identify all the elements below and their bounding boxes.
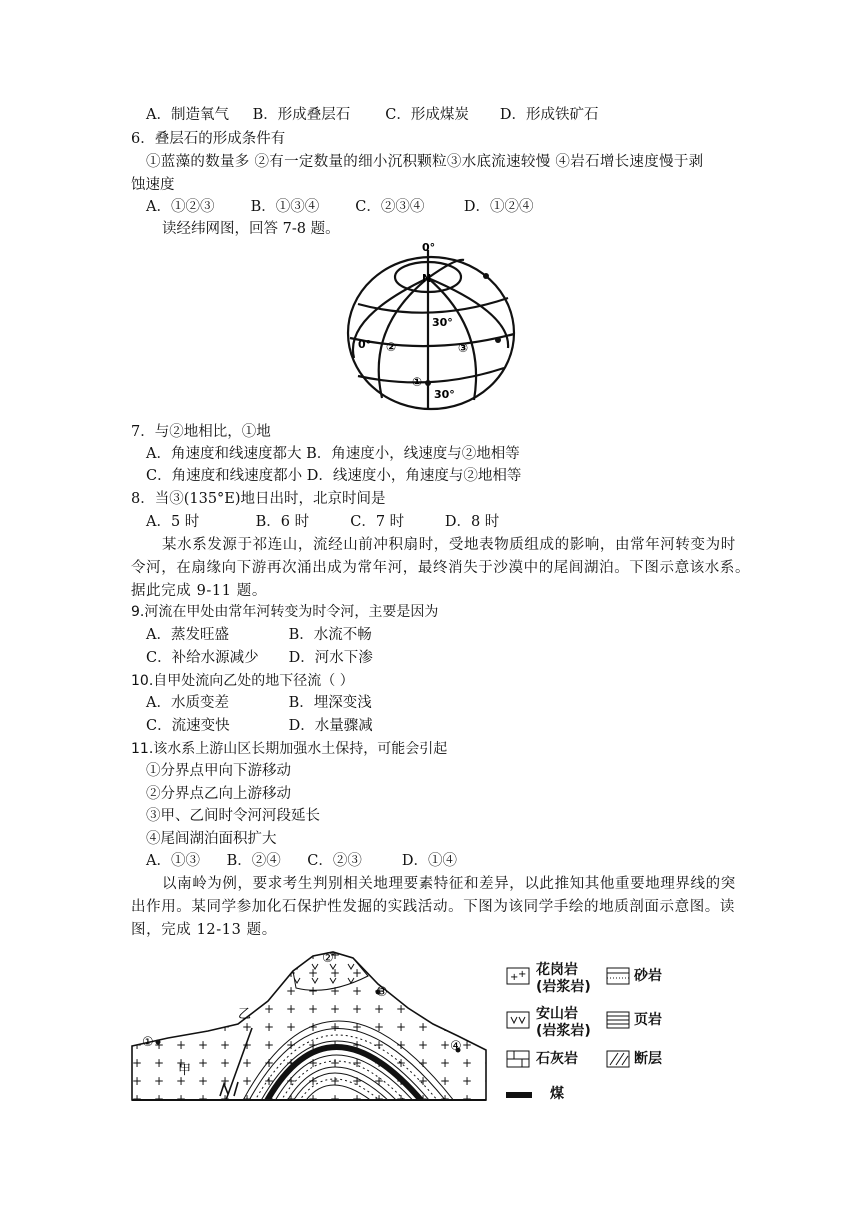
legend-granite-label: 花岗岩 (岩浆岩) — [536, 962, 591, 995]
equator — [350, 334, 514, 346]
lat-30s-label: 30° — [434, 388, 455, 401]
q10-options-row1 — [146, 693, 372, 713]
q10-stem: 10.自甲处流向乙处的地下径流（ ） — [131, 673, 354, 689]
point-3-marker — [495, 337, 501, 343]
intro-12-13-line2: 出作用。某同学参加化石保护性发掘的实践活动。下图为该同学手绘的地质剖面示意图。读 — [131, 899, 735, 915]
intro-9-11-line1: 某水系发源于祁连山，流经山前冲积扇时，受地表物质组成的影响，由常年河转变为时 — [162, 537, 736, 553]
intro-9-11-line3: 据此完成 9-11 题。 — [131, 583, 267, 599]
legend-fault-swatch — [606, 1050, 630, 1068]
q6-option-c: C．②③④ — [355, 199, 425, 215]
legend-shale-swatch — [606, 1011, 630, 1029]
q6-stem: 6．叠层石的形成条件有 — [131, 131, 286, 147]
legend-granite-swatch — [506, 967, 530, 985]
q11-options — [146, 851, 457, 871]
q5-option-b: B．形成叠层石 — [252, 107, 351, 123]
q9-option-b: B．水流不畅 — [288, 627, 372, 643]
left-meridian-label: 0° — [358, 338, 372, 351]
section-point-3: ③ — [376, 985, 388, 1000]
q10-option-c: C．流速变快 — [146, 718, 230, 734]
point-3-label: ③ — [458, 341, 469, 355]
q8-option-d: D．8 时 — [444, 514, 500, 530]
q11-item-1: ①分界点甲向下游移动 — [146, 763, 291, 779]
q11-item-2: ②分界点乙向上游移动 — [146, 786, 291, 802]
intro-12-13-line1: 以南岭为例，要求考生判别相关地理要素特征和差异，以此推知其他重要地理界线的突 — [162, 876, 736, 892]
q6-conditions-line1: ①蓝藻的数量多 ②有一定数量的细小沉积颗粒③水底流速较慢 ④岩石增长速度慢于剥 — [146, 154, 704, 170]
q11-item-4: ④尾闾湖泊面积扩大 — [146, 831, 277, 847]
legend — [506, 962, 686, 1112]
q8-options — [146, 512, 499, 532]
q9-options-row1 — [146, 625, 372, 645]
lat-30n-label: 30° — [432, 316, 453, 329]
q8-option-c: C．7 时 — [350, 514, 405, 530]
legend-andesite-swatch — [506, 1011, 530, 1029]
legend-sandstone-label: 砂岩 — [634, 968, 662, 984]
point-1-marker — [425, 380, 431, 386]
q11-option-c: C．②③ — [307, 853, 362, 869]
q9-option-d: D．河水下渗 — [288, 650, 373, 666]
legend-andesite-label: 安山岩 (岩浆岩) — [536, 1006, 591, 1039]
top-meridian-label: 0° — [422, 241, 436, 254]
meridian-east-marker — [483, 273, 489, 279]
q9-option-a: A．蒸发旺盛 — [146, 627, 229, 643]
q8-option-b: B．6 时 — [255, 514, 310, 530]
svg-text:+: + — [518, 969, 527, 980]
q5-option-d: D．形成铁矿石 — [499, 107, 599, 123]
q6-conditions-line2: 蚀速度 — [131, 177, 175, 193]
q8-stem: 8．当③(135°E)地日出时，北京时间是 — [131, 491, 386, 507]
section-point-1: ① — [142, 1035, 154, 1050]
point-2-label: ② — [386, 340, 397, 354]
legend-coal-swatch — [506, 1092, 532, 1098]
q9-options-row2 — [146, 648, 373, 668]
intro-7-8: 读经纬网图，回答 7-8 题。 — [162, 221, 340, 237]
q7-stem: 7．与②地相比，①地 — [131, 424, 271, 440]
q9-option-c: C．补给水源减少 — [146, 650, 259, 666]
q10-option-a: A．水质变差 — [146, 695, 229, 711]
q5-option-c: C．形成煤炭 — [385, 107, 469, 123]
intro-9-11-line2: 令河，在扇缘向下游再次涌出成为常年河，最终消失于沙漠中的尾闾湖泊。下图示意该水系。 — [131, 560, 751, 576]
section-label-jia: 甲 — [178, 1063, 192, 1078]
q11-option-a: A．①③ — [146, 853, 200, 869]
section-point-4: ④ — [450, 1039, 462, 1054]
q10-options-row2 — [146, 716, 373, 736]
legend-limestone-label: 石灰岩 — [536, 1051, 578, 1067]
intro-12-13-line3: 图，完成 12-13 题。 — [131, 922, 277, 938]
geologic-cross-section — [128, 946, 490, 1106]
q8-option-a: A．5 时 — [146, 514, 200, 530]
q6-option-d: D．①②④ — [463, 199, 534, 215]
q6-option-a: A．①②③ — [146, 199, 215, 215]
q11-item-3: ③甲、乙间时令河河段延长 — [146, 808, 320, 824]
q10-option-b: B．埋深变浅 — [288, 695, 372, 711]
q5-option-a: A．制造氧气 — [146, 107, 229, 123]
q11-stem: 11.该水系上游山区长期加强水土保持，可能会引起 — [131, 741, 448, 757]
section-point-2: ② — [322, 951, 334, 966]
legend-fault-label: 断层 — [634, 1051, 662, 1067]
graticule-globe-figure — [336, 238, 526, 418]
svg-text:+: + — [510, 972, 519, 983]
legend-shale-label: 页岩 — [634, 1012, 662, 1028]
q5-options — [146, 105, 598, 125]
q10-option-d: D．水量骤减 — [288, 718, 373, 734]
north-pole-label: N — [422, 272, 432, 285]
q7-options-row1: A．角速度和线速度都大 B．角速度小，线速度与②地相等 — [146, 446, 520, 462]
q11-option-d: D．①④ — [401, 853, 457, 869]
point-1-label: ① — [412, 375, 423, 389]
section-label-yi: 乙 — [238, 1007, 252, 1022]
legend-sandstone-swatch — [606, 967, 630, 985]
q11-option-b: B．②④ — [226, 853, 281, 869]
q6-options — [146, 197, 533, 217]
legend-limestone-swatch — [506, 1050, 530, 1068]
legend-coal-label: 煤 — [550, 1086, 564, 1102]
q7-options-row2: C．角速度和线速度都小 D．线速度小，角速度与②地相等 — [146, 468, 522, 484]
q6-option-b: B．①③④ — [250, 199, 320, 215]
q9-stem: 9.河流在甲处由常年河转变为时令河，主要是因为 — [131, 604, 439, 620]
